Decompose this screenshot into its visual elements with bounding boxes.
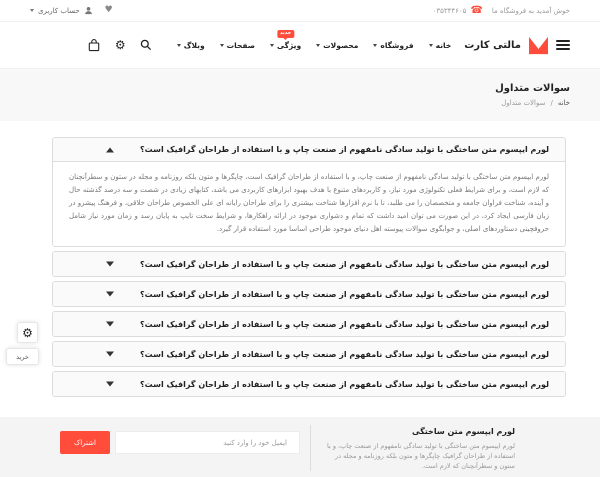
chevron-down-icon (106, 382, 114, 387)
nav-label: ویژگی (277, 40, 302, 50)
user-icon (84, 6, 93, 15)
footer-newsletter (55, 431, 310, 454)
faq-item (52, 251, 566, 277)
chevron-down-icon (106, 352, 114, 357)
chevron-down-icon (429, 44, 433, 47)
phone-wrap (433, 6, 483, 16)
nav-label: فروشگاه (380, 40, 414, 50)
faq-question-toggle[interactable] (53, 282, 565, 306)
brand-name[interactable]: مالتی کارت (464, 39, 521, 51)
chevron-up-icon (106, 147, 114, 152)
brand-area (464, 36, 570, 55)
topbar-account-area (30, 6, 113, 15)
chevron-down-icon (30, 9, 34, 12)
faq-question-text: لورم ایپسوم متن ساختگی با تولید سادگی نامفهوم از صنعت چاپ و با استفاده از طراحان گرافیک است؟ (139, 289, 549, 299)
faq-question-text: لورم ایپسوم متن ساختگی با تولید سادگی نامفهوم از صنعت چاپ و با استفاده از طراحان گرافیک است؟ (139, 379, 549, 389)
faq-question-toggle[interactable] (53, 312, 565, 336)
faq-question-text: لورم ایپسوم متن ساختگی با تولید سادگی نامفهوم از صنعت چاپ و با استفاده از طراحان گرافیک است؟ (139, 319, 549, 329)
faq-question-toggle[interactable] (53, 372, 565, 396)
nav-label: وبلاگ (183, 40, 205, 50)
nav-label: صفحات (226, 40, 256, 50)
footer-about-title: لورم ایپسوم متن ساختگی (412, 427, 515, 436)
welcome-text: خوش آمدید به فروشگاه ما (491, 6, 570, 15)
footer-about-column (310, 425, 515, 471)
faq-item (52, 341, 566, 367)
nav-item-blog[interactable] (177, 41, 205, 50)
phone-number: ۰۳۵۳۴۴۶۰۵ (432, 6, 467, 15)
header-icons (88, 39, 153, 52)
faq-item (52, 281, 566, 307)
nav-item-products[interactable] (316, 41, 358, 50)
settings-gear-icon[interactable]: ⚙ (114, 38, 126, 52)
topbar (0, 0, 600, 22)
nav-item-features[interactable] (270, 29, 302, 50)
faq-question-toggle[interactable] (53, 342, 565, 366)
subscribe-button[interactable]: اشتراک (60, 431, 110, 454)
breadcrumb (30, 99, 570, 107)
faq-question-text: لورم ایپسوم متن ساختگی با تولید سادگی نامفهوم از صنعت چاپ و با استفاده از طراحان گرافیک است؟ (139, 349, 549, 359)
faq-question-text: لورم ایپسوم متن ساختگی با تولید سادگی نامفهوم از صنعت چاپ و با استفاده از طراحان گرافیک است؟ (139, 259, 549, 269)
chevron-down-icon (106, 292, 114, 297)
nav-item-home[interactable] (429, 41, 452, 50)
cart-bag-icon[interactable] (88, 39, 101, 52)
faq-question-toggle[interactable] (53, 252, 565, 276)
faq-question-text: لورم ایپسوم متن ساختگی با تولید سادگی نامفهوم از صنعت چاپ و با استفاده از طراحان گرافیک است؟ (139, 145, 549, 154)
account-dropdown[interactable] (30, 6, 93, 15)
chevron-down-icon (316, 44, 320, 47)
account-label: حساب کاربری (38, 6, 80, 15)
search-icon[interactable] (140, 39, 153, 52)
main-nav (177, 29, 452, 50)
chevron-down-icon (373, 44, 377, 47)
faq-item (52, 311, 566, 337)
breadcrumb-separator: / (550, 99, 553, 107)
page-title: سوالات متداول (495, 83, 570, 94)
main-header (0, 22, 600, 69)
new-badge: جدید (277, 30, 294, 38)
chevron-down-icon (270, 44, 274, 47)
chevron-down-icon (177, 44, 181, 47)
wishlist-heart-icon[interactable]: ♥ (104, 5, 113, 15)
faq-answer-text: لورم ایپسوم متن ساختگی با تولید سادگی نامفهوم از صنعت چاپ، و با استفاده از طراحان گرافیک است، چاپگرها و متون بلکه روزنامه و مجله در ستون و سطرآنچنان که لازم است، و برای شرایط فعلی تکنولوژی مورد نیاز، و کاربردهای متنوع با هدف بهبود ابزارهای کاربردی می باشد، کتابهای زیادی در شصت و سه درصد گذشته حال و آینده، شناخت فراوان جامعه و متخصصان را می طلبد، تا با نرم افزارها شناخت بیشتری را برای طراحان رایانه ای علی الخصوص طراحان خلاقی، و فرهنگ پیشرو در زبان فارسی ایجاد کرد، در این صورت می توان امید داشت که تمام و دشواری موجود در ارائه راهکارها، و شرایط سخت تایپ به پایان رسد و زمان مورد نیاز شامل حروفچینی دستاوردهای اصلی، و جوابگوی سوالات پیوسته اهل دنیای موجود طراحی اساسا مورد استفاده قرار گیرد. (53, 162, 565, 246)
breadcrumb-home-link[interactable]: خانه (557, 99, 570, 107)
footer-about-text: لورم ایپسوم متن ساختگی با تولید سادگی نامفهوم از صنعت چاپ، و با استفاده از طراحان گرافیک چاپگرها و متون بلکه روزنامه و مجله در ستون و سطرآنچنان که لازم است. (326, 442, 515, 470)
topbar-welcome-area (433, 6, 570, 16)
faq-question-toggle[interactable] (53, 138, 565, 162)
chevron-down-icon (106, 262, 114, 267)
faq-item (52, 371, 566, 397)
faq-item-expanded (52, 137, 566, 247)
footer (0, 417, 600, 477)
buy-now-floating-button[interactable]: خرید (6, 348, 39, 365)
gear-icon: ⚙ (22, 325, 33, 340)
chevron-down-icon (220, 44, 224, 47)
nav-item-pages[interactable] (220, 41, 255, 50)
nav-item-shop[interactable] (373, 41, 413, 50)
nav-label: محصولات (323, 40, 359, 50)
chevron-down-icon (106, 322, 114, 327)
breadcrumb-current: سوالات متداول (501, 99, 546, 107)
faq-accordion (52, 137, 566, 397)
page-banner (0, 69, 600, 121)
theme-settings-gear-button[interactable] (17, 322, 38, 343)
phone-icon: ☎ (470, 4, 483, 16)
hamburger-menu-icon[interactable] (556, 40, 570, 50)
brand-logo[interactable] (528, 36, 549, 55)
newsletter-email-input[interactable] (115, 431, 300, 454)
nav-label: خانه (435, 40, 452, 50)
